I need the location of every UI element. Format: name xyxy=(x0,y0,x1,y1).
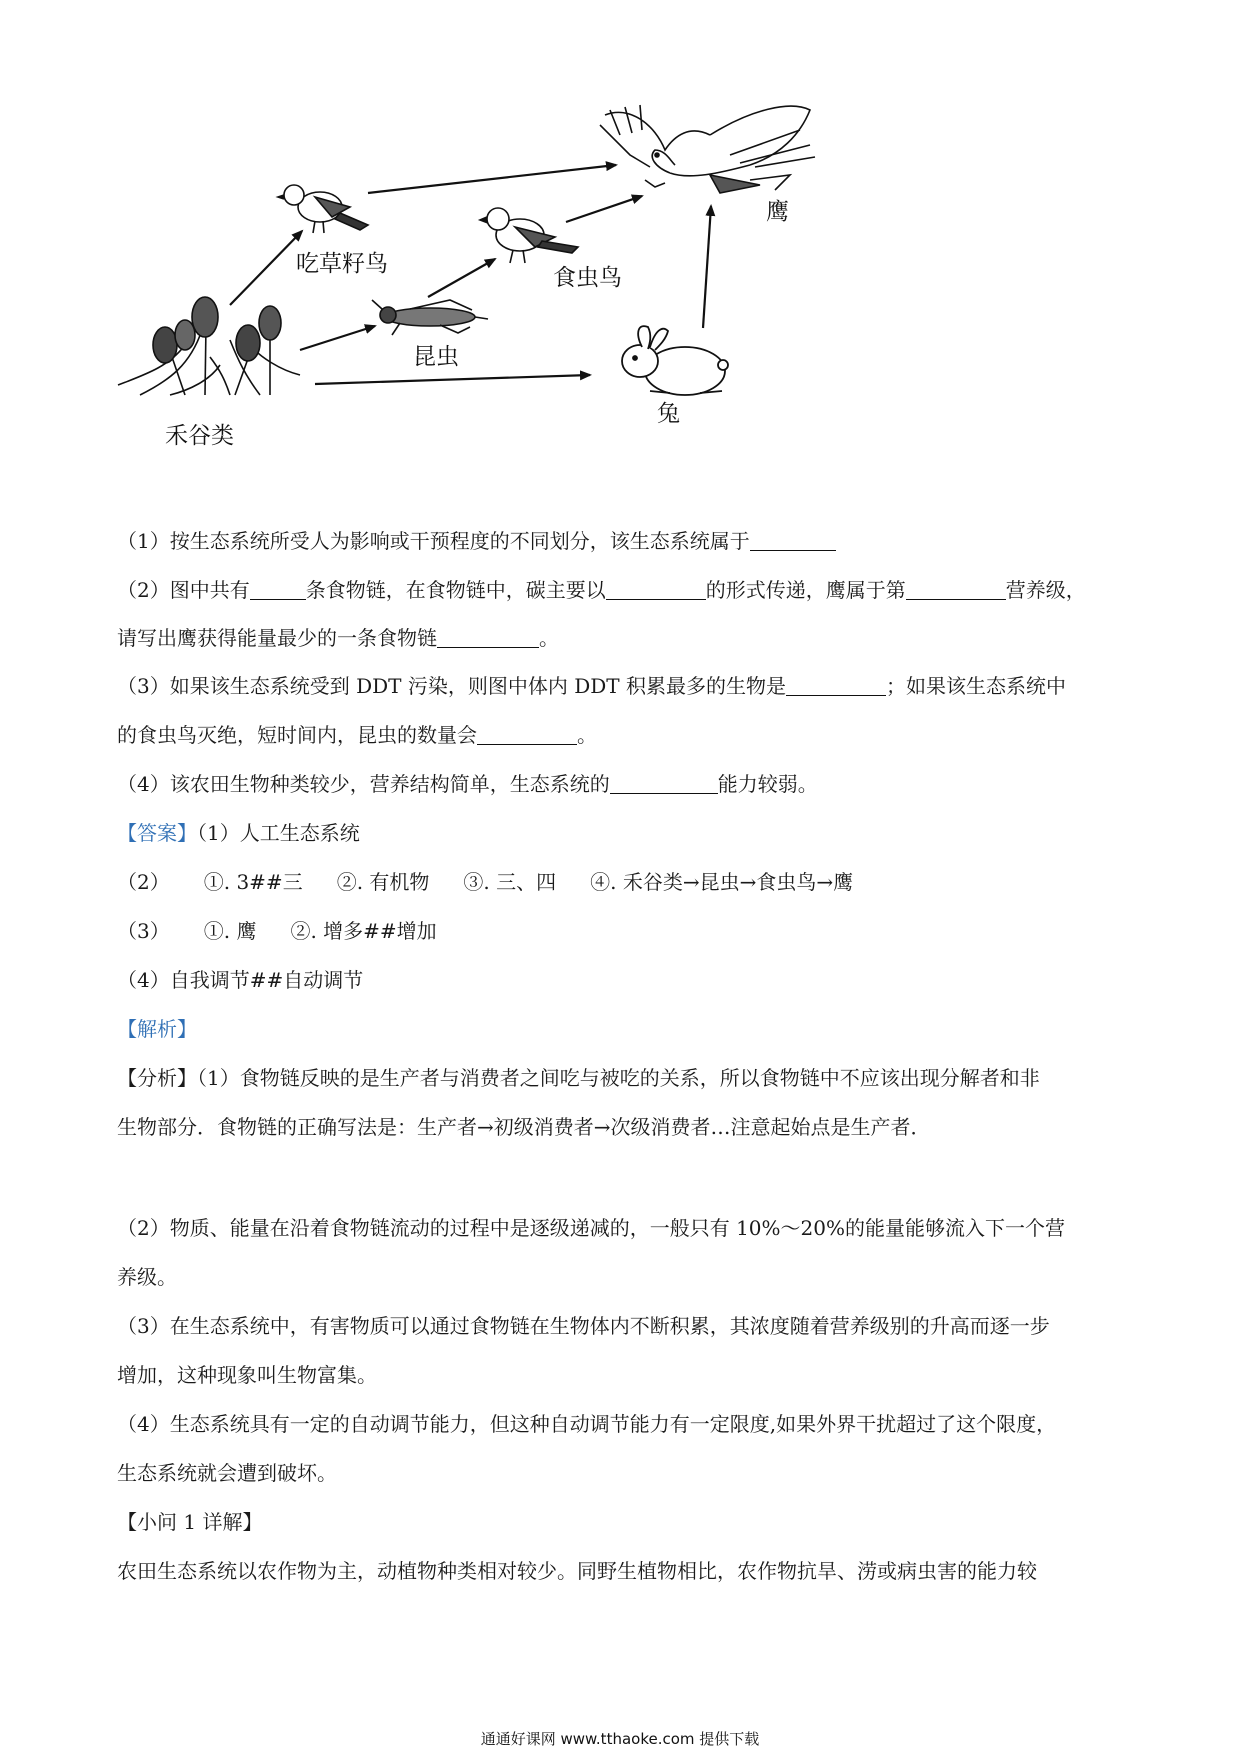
seed-bird-drawing xyxy=(278,185,368,233)
arrow-rabbit-to-hawk xyxy=(703,206,711,328)
analysis-p1-line1: 【分析】（1）食物链反映的是生产者与消费者之间吃与被吃的关系，所以食物链中不应该出现分解者和非 xyxy=(117,1066,1040,1090)
arrow-insect-to-insectbird xyxy=(428,259,495,297)
question-1: （1）按生态系统所受人为影响或干预程度的不同划分，该生态系统属于 xyxy=(117,526,836,556)
label-grain: 禾谷类 xyxy=(165,423,234,449)
page-footer: 通通好课网 www.tthaoke.com 提供下载 xyxy=(480,1730,760,1748)
analysis-p3-line2: 增加，这种现象叫生物富集。 xyxy=(117,1363,377,1387)
answer-1: 【答案】（1）人工生态系统 xyxy=(117,821,360,845)
question-2-cont: 请写出鹰获得能量最少的一条食物链 。 xyxy=(117,626,559,650)
answer-blank xyxy=(906,579,1006,600)
rabbit-drawing xyxy=(622,326,728,395)
answer-4: （4）自我调节##自动调节 xyxy=(117,968,364,992)
answer-tag: 【答案】 xyxy=(117,821,197,845)
hawk-drawing xyxy=(600,105,815,193)
label-hawk: 鹰 xyxy=(766,199,789,225)
label-seed-bird: 吃草籽鸟 xyxy=(296,251,388,277)
answer-blank xyxy=(750,530,836,551)
question-4: （4）该农田生物种类较少，营养结构简单，生态系统的 能力较弱。 xyxy=(117,772,818,796)
answer-2: （2） ①. 3##三 ②. 有机物 ③. 三、四 ④. 禾谷类→昆虫→食虫鸟→鹰 xyxy=(117,870,854,894)
question-3: （3）如果该生态系统受到 DDT 污染，则图中体内 DDT 积累最多的生物是 ；如果该生态系统中 xyxy=(117,674,1066,698)
analysis-p2-line1: （2）物质、能量在沿着食物链流动的过程中是逐级递减的，一般只有 10%～20%的能量能够流入下一个营 xyxy=(117,1216,1065,1240)
analysis-p4-line1: （4）生态系统具有一定的自动调节能力，但这种自动调节能力有一定限度,如果外界干扰超过了这个限度， xyxy=(117,1412,1057,1436)
arrow-grain-to-insect xyxy=(300,326,375,350)
analysis-tag: 【解析】 xyxy=(117,1017,197,1041)
question-3-cont: 的食虫鸟灭绝，短时间内，昆虫的数量会 。 xyxy=(117,723,597,747)
sub-question-title: 【小问 1 详解】 xyxy=(117,1510,263,1534)
label-insect: 昆虫 xyxy=(413,344,459,370)
arrow-grain-to-rabbit xyxy=(315,375,590,384)
analysis-p1-line2: 生物部分．食物链的正确写法是：生产者→初级消费者→次级消费者…注意起始点是生产者． xyxy=(117,1115,931,1139)
answer-blank xyxy=(250,579,306,600)
food-web-diagram xyxy=(110,95,930,505)
analysis-p3-line1: （3）在生态系统中，有害物质可以通过食物链在生物体内不断积累，其浓度随着营养级别的升高而逐一步 xyxy=(117,1314,1050,1338)
arrow-grain-to-seedbird xyxy=(230,231,302,305)
answer-blank xyxy=(437,627,539,648)
insect-bird-drawing xyxy=(480,208,578,263)
analysis-p4-line2: 生态系统就会遭到破坏。 xyxy=(117,1461,337,1485)
answer-blank xyxy=(786,675,886,696)
answer-blank xyxy=(610,773,718,794)
insect-drawing xyxy=(372,300,488,335)
answer-blank xyxy=(606,579,706,600)
label-rabbit: 兔 xyxy=(657,401,680,427)
label-insect-bird: 食虫鸟 xyxy=(553,265,622,291)
analysis-p2-line2: 养级。 xyxy=(117,1265,177,1289)
answer-3: （3） ①. 鹰 ②. 增多##增加 xyxy=(117,919,437,943)
arrow-insectbird-to-hawk xyxy=(566,196,642,222)
answer-blank xyxy=(477,724,577,745)
arrow-seedbird-to-hawk xyxy=(368,165,616,193)
question-2: （2）图中共有 条食物链，在食物链中，碳主要以 的形式传递，鹰属于第 营养级， xyxy=(117,578,1086,602)
sub-question-detail: 农田生态系统以农作物为主，动植物种类相对较少。同野生植物相比，农作物抗旱、涝或病虫害的能力较 xyxy=(117,1559,1037,1583)
grain-plant-drawing xyxy=(118,297,300,395)
